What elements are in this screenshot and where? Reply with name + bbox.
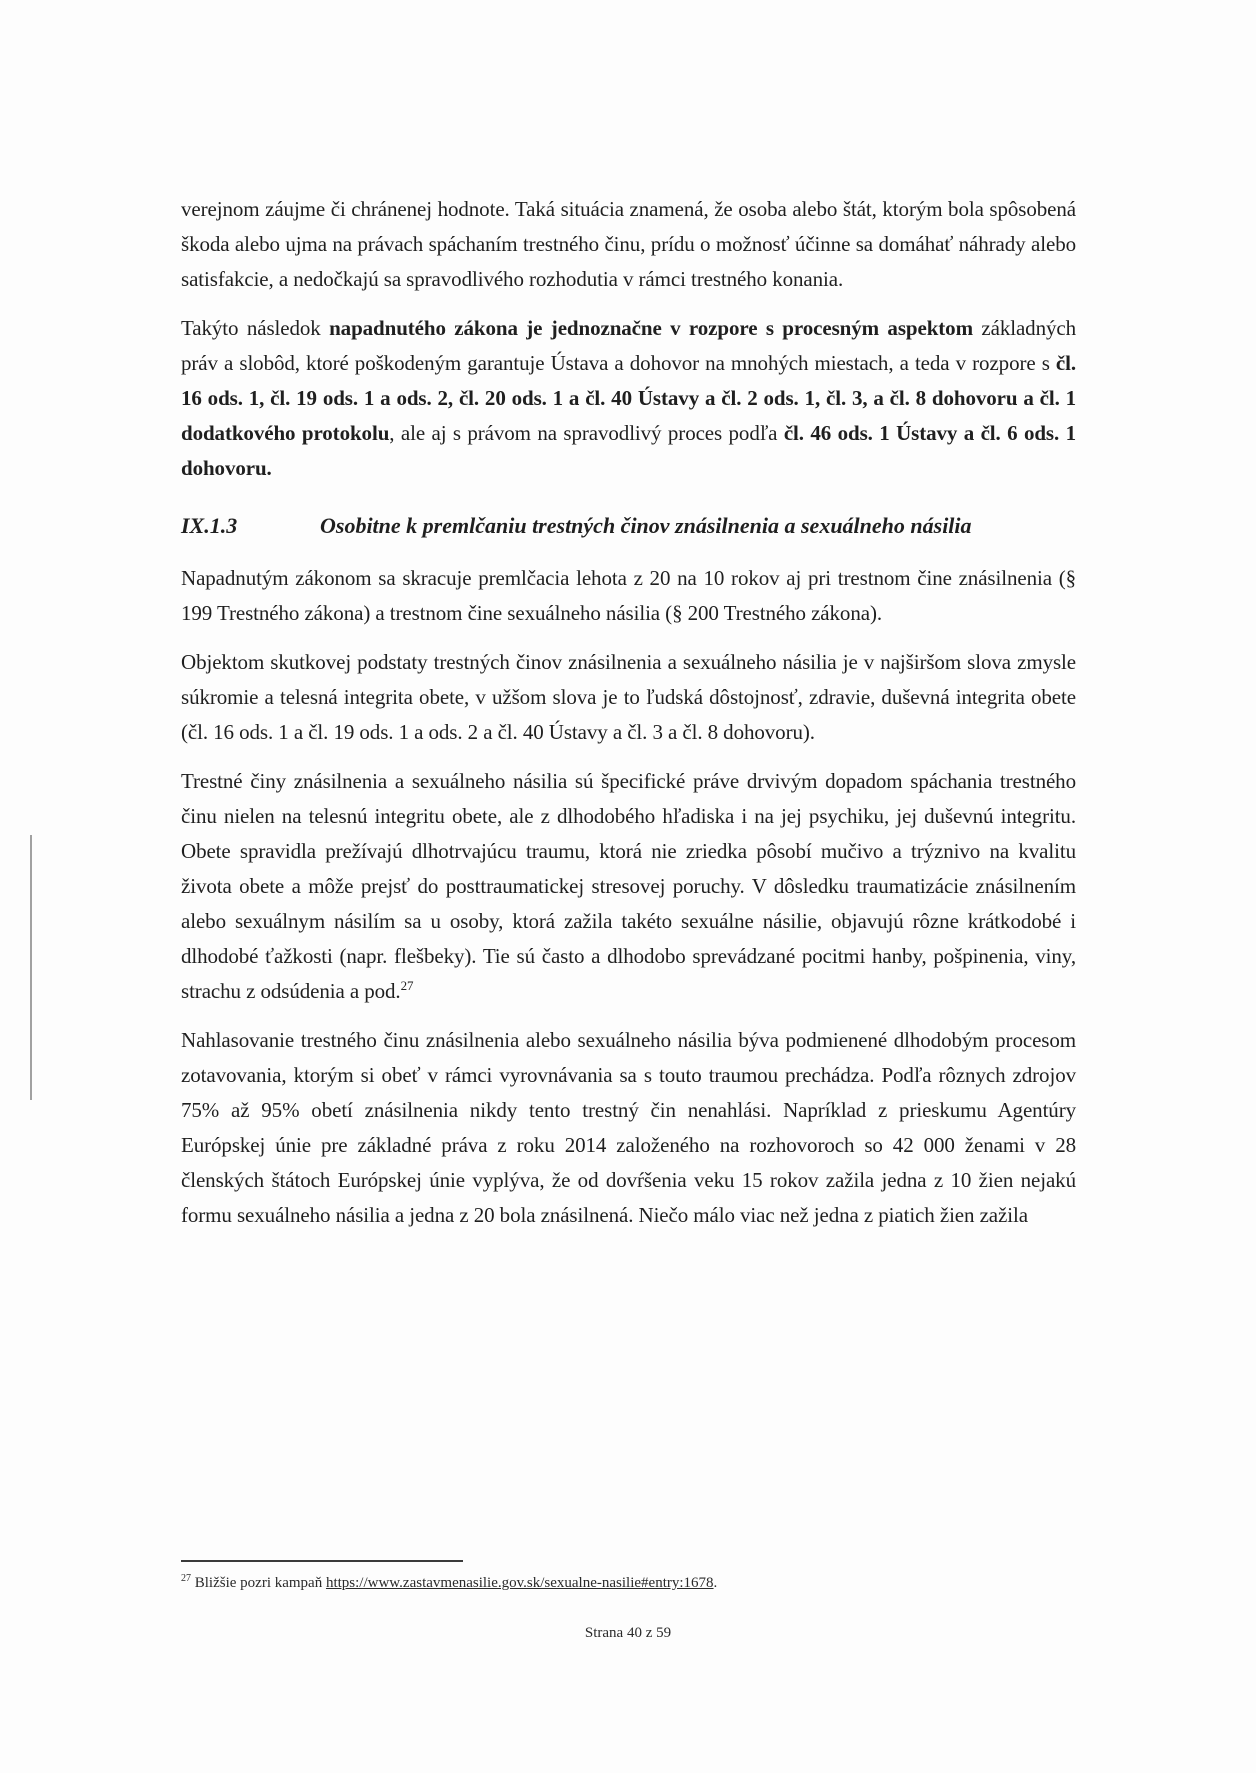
paragraph-6: Nahlasovanie trestného činu znásilnenia alebo sexuálneho násilia býva podmienené dlhodobým procesom zotavovania, ktorým si obeť v rámci vyrovnávania sa s touto traumou prechádza. Podľa rôznych zdrojov 75% až 95% obetí znásilnenia nikdy tento trestný čin nenahlási. Napríklad z prieskumu Agentúry Európskej únie pre základné práva z roku 2014 založeného na rozhovoroch so 42 000 ženami v 28 členských štátoch Európskej únie vyplýva, že od dovŕšenia veku 15 rokov zažila jedna z 10 žien nejakú formu sexuálneho násilia a jedna z 20 bola znásilnená. Niečo málo viac než jedna z piatich žien zažila: [181, 1028, 1076, 1227]
paragraph-5: [181, 764, 1076, 1009]
section-title: Osobitne k premlčaniu trestných činov znásilnenia a sexuálneho násilia: [320, 513, 972, 538]
paragraph-2-text-3: , ale aj s právom na spravodlivý proces podľa: [389, 421, 784, 445]
footnote-trailing: .: [713, 1575, 718, 1591]
paragraph-2-bold-1: napadnutého zákona je jednoznačne v rozpore s procesným aspektom: [329, 316, 973, 340]
footnote-link[interactable]: https://www.zastavmenasilie.gov.sk/sexualne-nasilie#entry:1678: [325, 1575, 714, 1591]
paragraph-3: Napadnutým zákonom sa skracuje premlčacia lehota z 20 na 10 rokov aj pri trestnom čine znásilnenia (§ 199 Trestného zákona) a trestnom čine sexuálneho násilia (§ 200 Trestného zákona).: [181, 566, 1076, 625]
paragraph-2-bold-3: čl. 46 ods. 1 Ústavy a čl. 6 ods. 1 dohovoru.: [181, 421, 1076, 480]
paragraph-1: verejnom záujme či chránenej hodnote. Taká situácia znamená, že osoba alebo štát, ktorým bola spôsobená škoda alebo ujma na právach spáchaním trestného činu, prídu o možnosť účinne sa domáhať náhrady alebo satisfakcie, a nedočkajú sa spravodlivého rozhodutia v rámci trestného konania.: [181, 197, 1076, 291]
page-body: [181, 192, 1076, 1247]
footnote-number: 27: [181, 1573, 191, 1584]
section-heading: [181, 508, 1076, 543]
paragraph-2-text-1: Takýto následok: [181, 316, 330, 340]
footnote-27: [181, 1573, 717, 1593]
footnote-separator: [181, 1560, 463, 1562]
paragraph-2-bold-2: čl. 16 ods. 1, čl. 19 ods. 1 a ods. 2, čl. 20 ods. 1 a čl. 40 Ústavy a čl. 2 ods. 1, čl. 3, a čl. 8 dohovoru a čl. 1 dodatkového protokolu: [181, 351, 1076, 445]
footnote-reference[interactable]: 27: [400, 978, 414, 993]
paragraph-5-text: Trestné činy znásilnenia a sexuálneho násilia sú špecifické práve drvivým dopadom spáchania trestného činu nielen na telesnú integritu obete, ale z dlhodobého hľadiska i na jej psychiku, jej duševnú integritu. Obete spravidla prežívajú dlhotrvajúcu traumu, ktorá nie zriedka pôsobí mučivo a trýznivo na kvalitu života obete a môže prejsť do posttraumatickej stresovej poruchy. V dôsledku traumatizácie znásilnením alebo sexuálnym násilím sa u osoby, ktorá zažila takéto sexuálne násilie, objavujú rôzne krátkodobé i dlhodobé ťažkosti (napr. flešbeky). Tie sú často a dlhodobo sprevádzané pocitmi hanby, pošpinenia, viny, strachu z odsúdenia a pod.: [181, 769, 1076, 1003]
paragraph-4: Objektom skutkovej podstaty trestných činov znásilnenia a sexuálneho násilia je v najširšom slova zmysle súkromie a telesná integrita obete, v užšom slova je to ľudská dôstojnosť, zdravie, duševná integrita obete (čl. 16 ods. 1 a čl. 19 ods. 1 a ods. 2 a čl. 40 Ústavy a čl. 3 a čl. 8 dohovoru).: [181, 650, 1076, 744]
paragraph-2: [181, 311, 1076, 486]
footnote-text: Bližšie pozri kampaň: [191, 1575, 326, 1591]
paragraph-2-text-2: základných práv a slobôd, ktoré poškodeným garantuje Ústava a dohovor na mnohých miestach, a teda v rozpore s: [181, 316, 1076, 375]
scan-artifact-line: [30, 835, 32, 1100]
page-number: Strana 40 z 59: [584, 1625, 672, 1641]
section-number: IX.1.3: [181, 513, 238, 538]
